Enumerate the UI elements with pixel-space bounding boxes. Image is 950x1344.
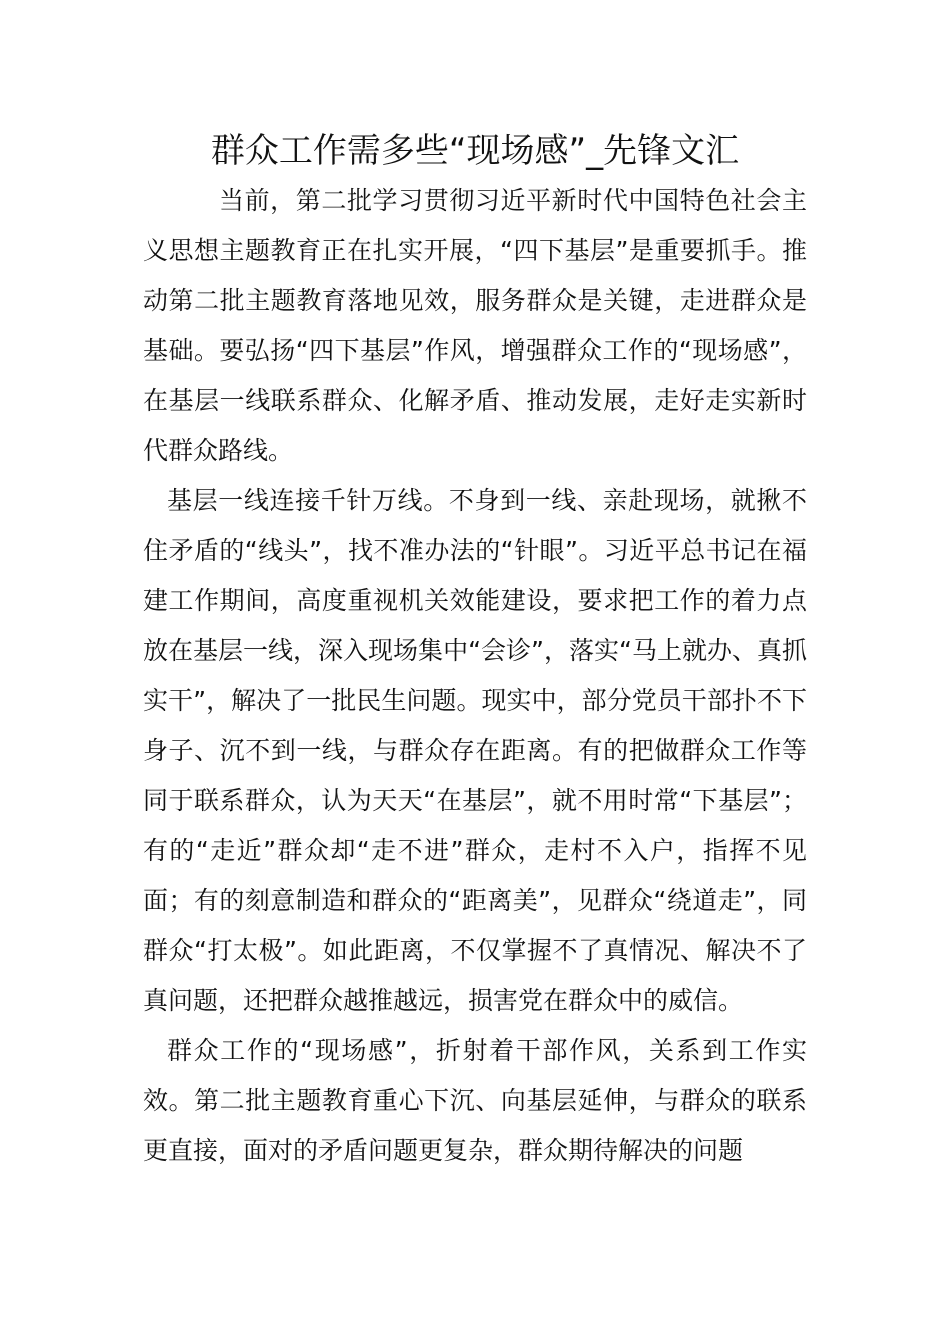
paragraph-1: 当前，第二批学习贯彻习近平新时代中国特色社会主义思想主题教育正在扎实开展，“四下基层”是重要抓手。推动第二批主题教育落地见效，服务群众是关键，走进群众是基础。要弘扬“四下基层”作风，增强群众工作的“现场感”，在基层一线联系群众、化解矛盾、推动发展，走好走实新时代群众路线。 <box>143 186 807 465</box>
paragraph-3: 群众工作的“现场感”，折射着干部作风，关系到工作实效。第二批主题教育重心下沉、向基层延伸，与群众的联系更直接，面对的矛盾问题更复杂，群众期待解决的问题 <box>143 1036 807 1165</box>
paragraph-2: 基层一线连接千针万线。不身到一线、亲赴现场，就揪不住矛盾的“线头”，找不准办法的“针眼”。习近平总书记在福建工作期间，高度重视机关效能建设，要求把工作的着力点放在基层一线，深入现场集中“会诊”，落实“马上就办、真抓实干”，解决了一批民生问题。现实中，部分党员干部扑不下身子、沉不到一线，与群众存在距离。有的把做群众工作等同于联系群众，认为天天“在基层”，就不用时常“下基层”；有的“走近”群众却“走不进”群众，走村不入户，指挥不见面；有的刻意制造和群众的“距离美”，见群众“绕道走”，同群众“打太极”。如此距离，不仅掌握不了真情况、解决不了真问题，还把群众越推越远，损害党在群众中的威信。 <box>143 486 807 1015</box>
document-body <box>143 176 807 1176</box>
document-title: 群众工作需多些“现场感”_先锋文汇 <box>210 131 740 171</box>
